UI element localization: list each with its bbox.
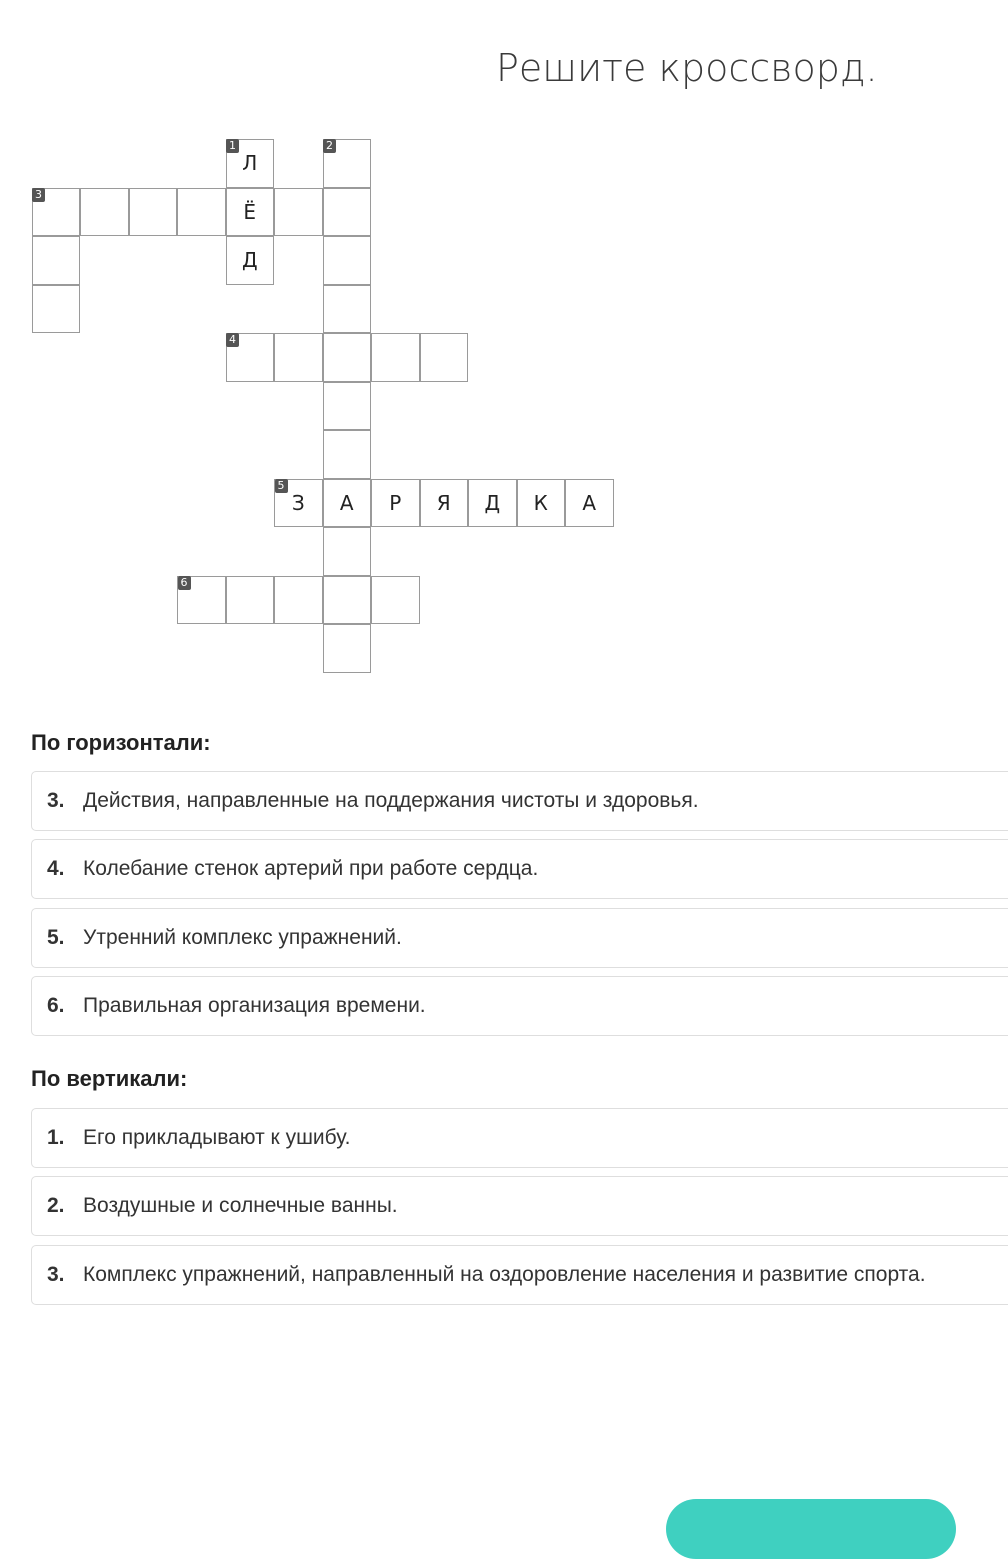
crossword-cell[interactable]: Л — [226, 139, 275, 188]
clue-text: Воздушные и солнечные ванны. — [83, 1194, 398, 1217]
clue-number-badge-4: 4 — [226, 333, 239, 347]
crossword-cell[interactable] — [129, 188, 178, 237]
down-heading: По вертикали: — [31, 1066, 188, 1091]
submit-button[interactable] — [666, 1499, 956, 1559]
across-heading: По горизонтали: — [31, 730, 211, 755]
crossword-cell[interactable] — [323, 430, 372, 479]
clue-item[interactable] — [31, 976, 1008, 1036]
crossword-cell[interactable] — [323, 236, 372, 285]
clue-number: 1. — [47, 1126, 65, 1149]
clue-number: 4. — [47, 857, 65, 880]
crossword-cell[interactable]: Я — [420, 479, 469, 528]
clue-text: Колебание стенок артерий при работе сердца. — [83, 857, 539, 880]
crossword-cell[interactable] — [32, 236, 81, 285]
clue-text: Действия, направленные на поддержания чистоты и здоровья. — [83, 789, 699, 812]
clue-text: Комплекс упражнений, направленный на оздоровление населения и развитие спорта. — [83, 1263, 926, 1286]
crossword-cell[interactable]: А — [565, 479, 614, 528]
clue-text: Правильная организация времени. — [83, 994, 426, 1017]
crossword-cell[interactable] — [80, 188, 129, 237]
crossword-cell[interactable]: А — [323, 479, 372, 528]
clue-item[interactable] — [31, 1245, 1008, 1305]
clue-text: Утренний комплекс упражнений. — [83, 926, 402, 949]
clue-number-badge-5: 5 — [275, 479, 288, 493]
clue-text: Его прикладывают к ушибу. — [83, 1126, 351, 1149]
crossword-cell[interactable] — [274, 188, 323, 237]
crossword-cell[interactable] — [371, 576, 420, 625]
clue-item[interactable] — [31, 908, 1008, 968]
crossword-cell[interactable] — [371, 333, 420, 382]
clue-item[interactable] — [31, 839, 1008, 899]
clue-item[interactable] — [31, 1176, 1008, 1236]
crossword-grid — [0, 0, 1008, 700]
crossword-cell[interactable]: Ё — [226, 188, 275, 237]
page-title: Решите кроссворд. — [496, 46, 878, 90]
clue-number: 5. — [47, 926, 65, 949]
clue-number: 6. — [47, 994, 65, 1017]
crossword-cell[interactable]: Р — [371, 479, 420, 528]
crossword-cell[interactable]: К — [517, 479, 566, 528]
clue-number: 3. — [47, 789, 65, 812]
clue-number: 3. — [47, 1263, 65, 1286]
clue-number-badge-6: 6 — [178, 576, 191, 590]
crossword-cell[interactable]: Д — [226, 236, 275, 285]
crossword-cell[interactable]: З — [274, 479, 323, 528]
clue-number-badge-3: 3 — [32, 188, 45, 202]
crossword-cell[interactable] — [226, 576, 275, 625]
crossword-cell[interactable] — [274, 576, 323, 625]
clue-item[interactable] — [31, 1108, 1008, 1168]
crossword-cell[interactable] — [323, 188, 372, 237]
crossword-cell[interactable] — [323, 576, 372, 625]
crossword-cell[interactable] — [177, 188, 226, 237]
crossword-cell[interactable] — [323, 624, 372, 673]
crossword-cell[interactable]: Д — [468, 479, 517, 528]
clue-number: 2. — [47, 1194, 65, 1217]
clue-number-badge-2: 2 — [323, 139, 336, 153]
crossword-cell[interactable] — [323, 333, 372, 382]
crossword-cell[interactable] — [420, 333, 469, 382]
crossword-cell[interactable] — [274, 333, 323, 382]
crossword-cell[interactable] — [32, 285, 81, 334]
clue-number-badge-1: 1 — [226, 139, 239, 153]
crossword-cell[interactable] — [323, 285, 372, 334]
crossword-cell[interactable] — [323, 382, 372, 431]
crossword-cell[interactable] — [323, 527, 372, 576]
clue-item[interactable] — [31, 771, 1008, 831]
